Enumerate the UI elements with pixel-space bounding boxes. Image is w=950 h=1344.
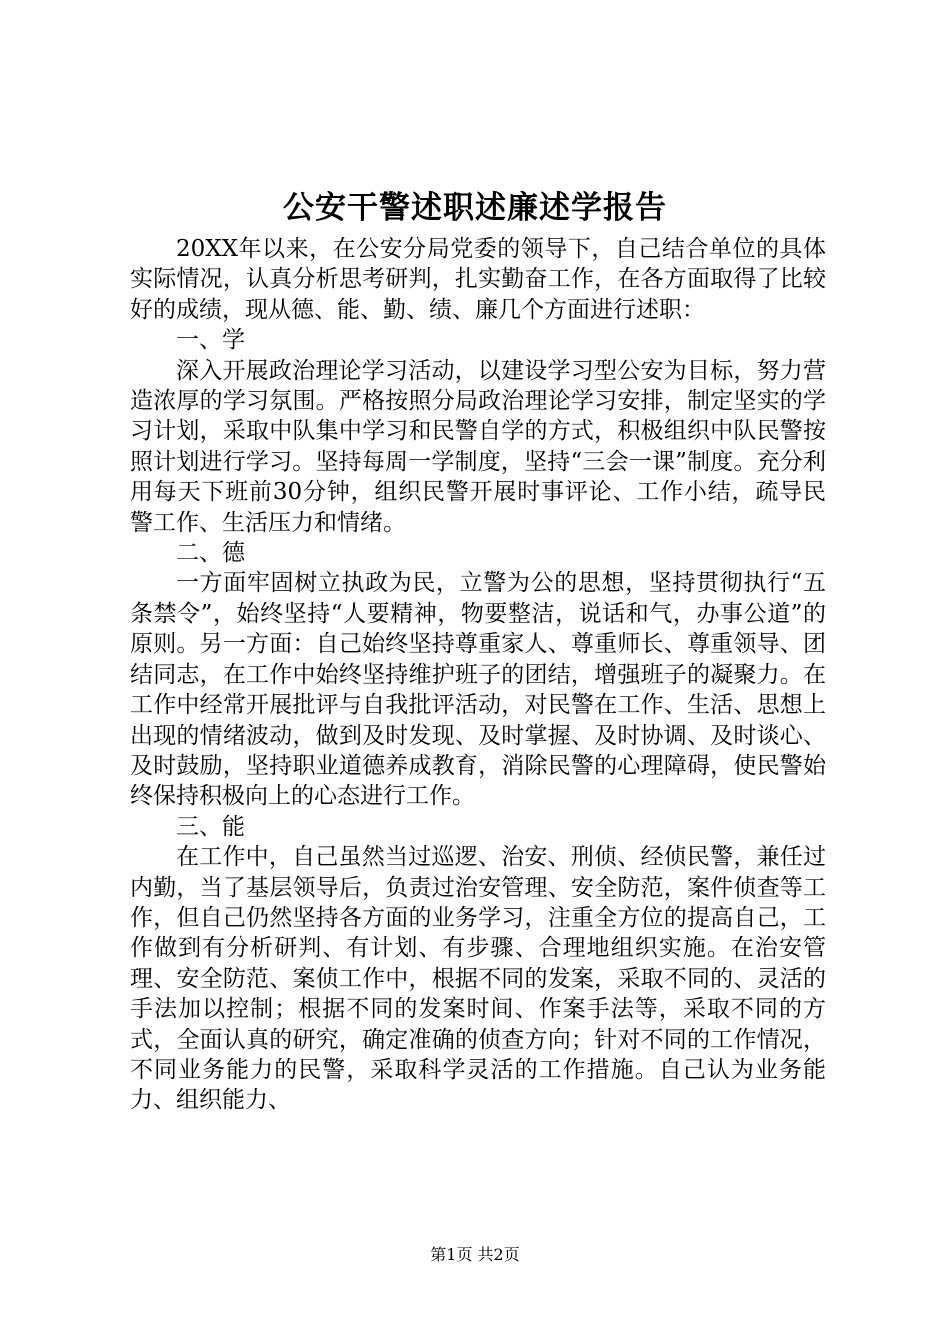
page-total: 共2页 — [477, 1245, 520, 1264]
section-heading-study: 一、学 — [176, 327, 245, 354]
virtue-paragraph: 一方面牢固树立执政为民，立警为公的思想，坚持贯彻执行“五条禁令”，始终坚持“人要精神，物要整洁，说话和气，办事公道”的原则。另一方面：自己始终坚持尊重家人、尊重师长、尊重领导、团结同志，在工作中始终坚持维护班子的团结，增强班子的凝聚力。在工作中经常开展批评与自我批评活动，对民警在工作、生活、思想上出现的情绪波动，做到及时发现、及时掌握、及时协调、及时谈心、及时鼓励，坚持职业道德养成教育，消除民警的心理障碍，使民警始终保持积极向上的心态进行工作。 — [130, 570, 826, 810]
document-body — [130, 234, 826, 1116]
study-paragraph: 深入开展政治理论学习活动，以建设学习型公安为目标，努力营造浓厚的学习氛围。严格按照分局政治理论学习安排，制定坚实的学习计划，采取中队集中学习和民警自学的方式，积极组织中队民警按照计划进行学习。坚持每周一学制度，坚持“三会一课”制度。充分利用每天下班前30分钟，组织民警开展时事评论、工作小结，疏导民警工作、生活压力和情绪。 — [130, 357, 826, 536]
section-heading-ability: 三、能 — [176, 813, 245, 840]
page-number: 第1页 — [430, 1245, 473, 1264]
page-footer — [0, 1244, 950, 1266]
section-heading-virtue: 二、德 — [176, 540, 245, 567]
document-title: 公安干警述职述廉述学报告 — [283, 190, 667, 226]
ability-paragraph: 在工作中，自己虽然当过巡逻、治安、刑侦、经侦民警，兼任过内勤，当了基层领导后，负责过治安管理、安全防范，案件侦查等工作，但自己仍然坚持各方面的业务学习，注重全方位的提高自己，工作做到有分析研判、有计划、有步骤、合理地组织实施。在治安管理、安全防范、案侦工作中，根据不同的发案，采取不同的、灵活的手法加以控制；根据不同的发案时间、作案手法等，采取不同的方式，全面认真的研究，确定准确的侦查方向；针对不同的工作情况，不同业务能力的民警，采取科学灵活的工作措施。自己认为业务能力、组织能力、 — [130, 844, 826, 1114]
intro-paragraph: 20XX年以来，在公安分局党委的领导下，自己结合单位的具体实际情况，认真分析思考研判，扎实勤奋工作，在各方面取得了比较好的成绩，现从德、能、勤、绩、廉几个方面进行述职： — [130, 236, 826, 323]
